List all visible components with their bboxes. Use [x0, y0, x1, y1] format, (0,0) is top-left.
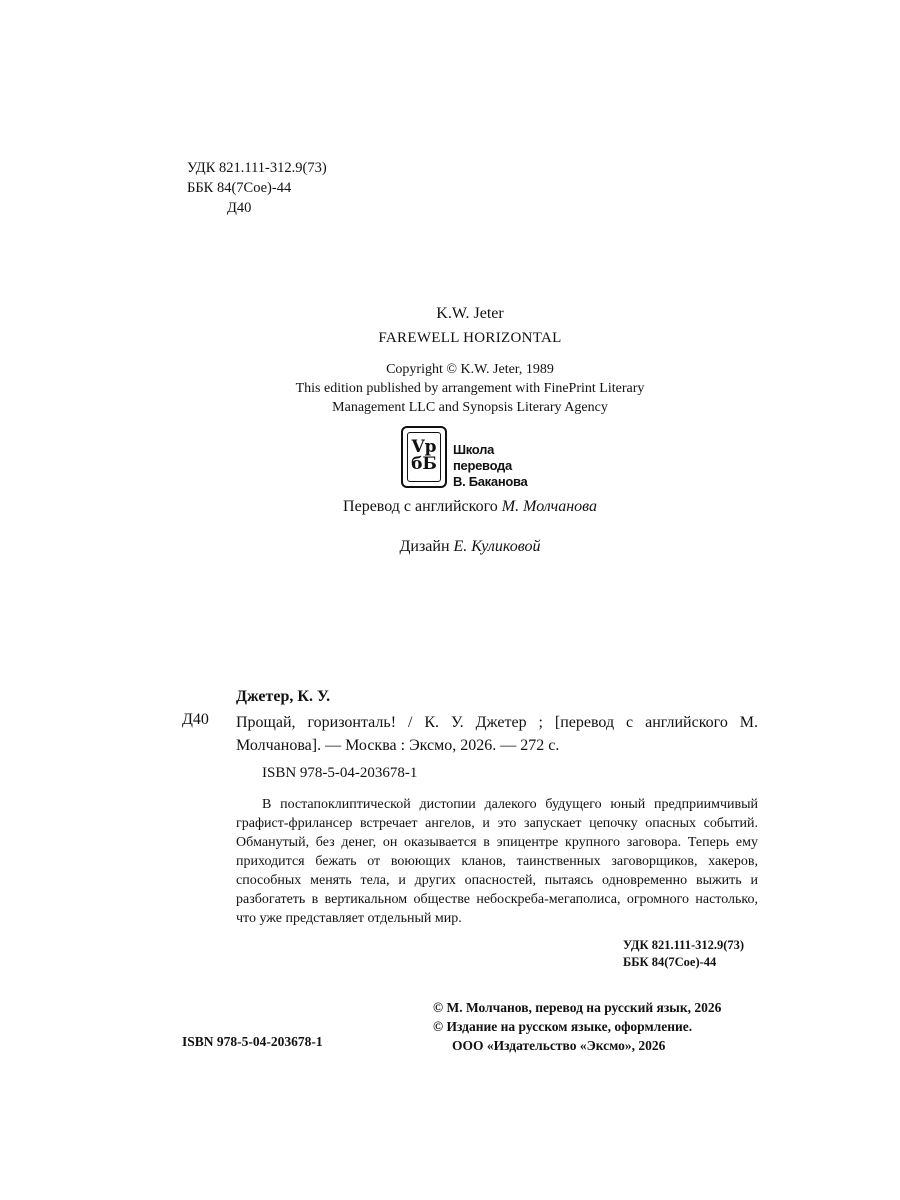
original-title: FAREWELL HORIZONTAL — [378, 330, 562, 346]
biblio-isbn: ISBN 978-5-04-203678-1 — [262, 765, 418, 781]
footer-classification — [623, 937, 744, 971]
logo-monogram-top: Vр — [411, 437, 437, 457]
footer-isbn: ISBN 978-5-04-203678-1 — [182, 1034, 323, 1049]
logo-line-2: В. Баканова — [453, 474, 528, 489]
designer-name: Е. Куликовой — [453, 538, 541, 555]
udk-code: УДК 821.111-312.9(73) — [187, 160, 327, 176]
logo-monogram — [407, 432, 441, 482]
bbk-code: ББК 84(7Сое)-44 — [187, 180, 292, 196]
edition-line-1: This edition published by arrangement with FinePrint Literary — [295, 381, 645, 396]
copyright-publisher: ООО «Издательство «Эксмо», 2026 — [452, 1038, 666, 1053]
biblio-code: Д40 — [182, 711, 209, 728]
logo-line-1: Школа перевода — [453, 442, 512, 473]
book-annotation: В постапоклиптической дистопии далекого будущего юный предприимчивый графист-фрилансер встречает ангелов, и это запускает цепочку опасных событий. Обманутый, без денег, он оказывается в эпицентре крупного заговора. Теперь ему приходится бежать от воюющих кланов, таинственных заговорщиков, хакеров, способных менять тела, и других опасностей, пытаясь одновременно выжить и разбогатеть в вертикальном обществе небоскреба-мегаполиса, огромного настолько, что уже представляет отдельный мир. — [236, 797, 758, 926]
original-author: K.W. Jeter — [436, 305, 504, 322]
biblio-author: Джетер, К. У. — [236, 688, 331, 705]
translation-school-logo — [401, 426, 547, 490]
translator-name: М. Молчанова — [501, 498, 597, 515]
footer-copyright — [433, 998, 721, 1055]
logo-mark — [401, 426, 447, 488]
footer-udk: УДК 821.111-312.9(73) — [623, 938, 745, 952]
copyright-line: Copyright © K.W. Jeter, 1989 — [386, 362, 554, 377]
biblio-description: Прощай, горизонталь! / К. У. Джетер ; [перевод с английского М. Молчанова]. — Москва : Эксмо, 2026. — 272 с. — [236, 714, 758, 754]
logo-text — [453, 442, 547, 490]
edition-line-2: Management LLC and Synopsis Literary Agency — [332, 400, 608, 415]
design-credit — [0, 538, 900, 556]
author-mark: Д40 — [227, 200, 252, 216]
logo-monogram-bottom: бБ — [411, 454, 437, 474]
footer-bbk: ББК 84(7Сое)-44 — [623, 955, 717, 969]
translation-credit — [0, 498, 900, 516]
original-copyright — [0, 360, 900, 417]
copyright-translation: © М. Молчанов, перевод на русский язык, 2026 — [433, 1000, 722, 1015]
translation-label: Перевод с английского — [343, 498, 498, 515]
design-label: Дизайн — [399, 538, 450, 555]
classification-header — [187, 158, 327, 218]
copyright-edition: © Издание на русском языке, оформление. — [433, 1019, 693, 1034]
